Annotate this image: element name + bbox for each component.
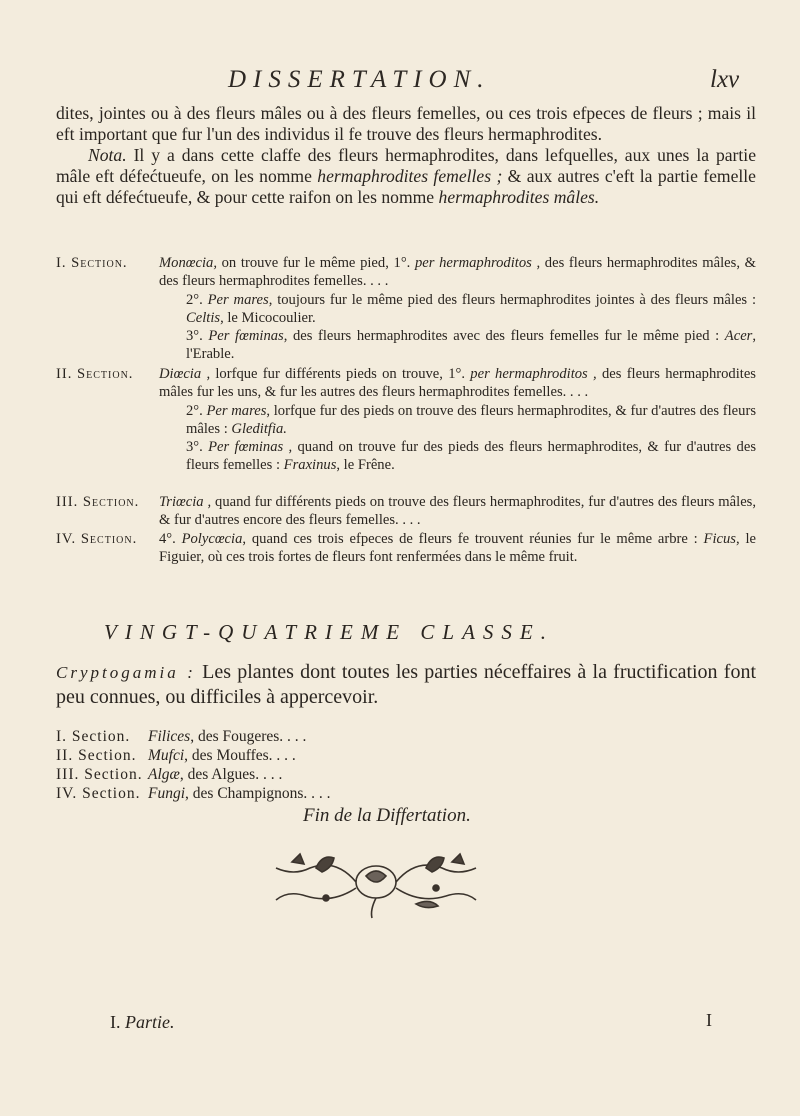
section-2: II. Section. Diœcia , lorfque fur différents pieds on trouve, 1°. per hermaphroditos , des fleurs hermaphrodites mâles fur les uns, & fur les autres des fleurs hermaphrodites femelles. . . . 2°. Per mares, lorfque fur des pieds on trouve des fleurs hermaphrodites, & fur d'autres des fleurs mâles : Gleditfia. 3°. Per fœminas , quand on trouve fur des pieds des fleurs hermaphrodites, & fur d'autres des fleurs femelles : Fraxinus, le Frêne. [56,366,757,474]
list-item: I. Section. Filices, des Fougeres. . . . [56,728,307,745]
intro-text [56,103,756,208]
signature-line: I. Partie. [110,1012,175,1032]
section-label: I. Section. [56,255,128,271]
cryptogamia-paragraph: Cryptogamia : Les plantes dont toutes les parties néceffaires à la fructification font peu connues, ou difficiles à appercevoir. [56,661,757,708]
nota-label: Nota. [88,145,127,165]
end-note: Fin de la Differtation. [303,805,471,826]
cryptogamia-sections [56,727,556,803]
running-header [0,66,800,100]
section-label: IV. Section. [56,531,138,547]
page-number: lxv [710,66,740,93]
nota-paragraph: Nota. Il y a dans cette claffe des fleurs hermaphrodites, dans lefquelles, aux unes la partie mâle eft défećtueufe, on les nomme hermaphrodites femelles ; & aux autres c'eft la partie femelle qui eft défećtueufe, & pour cette raifon on les nomme hermaphrodites mâles. [56,145,756,207]
list-item: II. Section. Mufci, des Mouffes. . . . [56,747,296,764]
section-label: II. Section. [56,366,134,382]
section-4: IV. Section. 4°. Polycœcia, quand ces trois efpeces de fleurs fe trouvent réunies fur le même arbre : Ficus, le Figuier, où ces trois fortes de fleurs font renfermées dans le même fruit. [56,531,756,566]
running-title: DISSERTATION. [228,66,491,93]
tailpiece-ornament-icon [256,848,496,922]
class-heading: VINGT-QUATRIEME CLASSE. [104,620,554,644]
list-item: III. Section. Algæ, des Algues. . . . [56,766,283,783]
signature-mark: I [706,1010,712,1030]
section-1: I. Section. Monœcia, on trouve fur le même pied, 1°. per hermaphroditos , des fleurs hermaphrodites mâles, & des fleurs hermaphrodites femelles. . . . 2°. Per mares, toujours fur le même pied des fleurs hermaphrodites jointes à des fleurs mâles : Celtis, le Micocoulier. 3°. Per fœminas, des fleurs hermaphrodites avec des fleurs femelles fur le même pied : Acer, l'Erable. [56,255,757,363]
intro-paragraph: dites, jointes ou à des fleurs mâles ou à des fleurs femelles, ou ces trois efpeces de fleurs ; mais il eft important que fur l'un des individus il fe trouve des fleurs hermaphrodites. [56,103,756,144]
list-item: IV. Section. Fungi, des Champignons. . . . [56,785,331,802]
section-label: III. Section. [56,494,140,510]
cryptogamia-lead: Cryptogamia : [56,663,196,682]
section-3: III. Section. Triœcia , quand fur différents pieds on trouve des fleurs hermaphrodites, fur d'autres des fleurs mâles, & fur d'autres encore des fleurs femelles. . . . [56,494,756,529]
